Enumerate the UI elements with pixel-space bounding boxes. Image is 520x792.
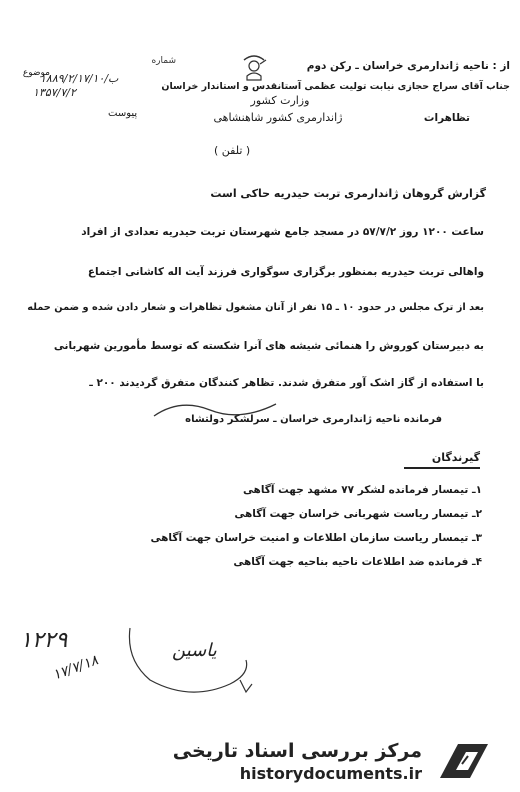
subject-value: از : ناحیه ژاندارمری خراسان ـ رکن دوم [306, 60, 510, 72]
header-number-block [26, 56, 176, 66]
report-line: ساعت ۱۲۰۰ روز ۵۷/۷/۲ در مسجد جامع شهرستان تربت حیدریه تعدادی از افراد [81, 226, 484, 238]
receiver-item: ۱ـ تیمسار فرمانده لشکر ۷۷ مشهد جهت آگاهی [242, 484, 482, 496]
report-line: با استفاده از گاز اشک آور متفرق شدند. تظاهر کنندگان متفرق گردیدند ۲۰۰ ـ [89, 377, 484, 389]
handwritten-note-center: یاسین [172, 640, 217, 661]
receiver-item: ۲ـ تیمسار ریاست شهربانی خراسان جهت آگاهی [234, 508, 482, 520]
archive-watermark [172, 738, 498, 784]
receiver-item: ۳ـ تیمسار ریاست سازمان اطلاعات و امنیت خراسان جهت آگاهی [150, 532, 482, 544]
subject-label: موضوع [22, 68, 50, 78]
date-value: ۱۳۵۷/۷/۲ [33, 86, 76, 99]
dept-value: تظاهرات [423, 112, 470, 124]
handwritten-note-number: ۱۲۲۹ [20, 628, 68, 653]
receivers-title-underline [404, 467, 480, 469]
receivers-title: گیرندگان [431, 451, 480, 464]
report-line: به دبیرستان کوروش را هنمائی شیشه های آنرا شکسته که توسط مأمورین شهربانی [53, 340, 484, 352]
signature-line: فرمانده ناحیه ژاندارمری خراسان ـ سرلشکر دولتشاه [185, 414, 442, 425]
attachment-label: پیوست [108, 108, 138, 119]
ministry-name: وزارت کشور [250, 94, 310, 107]
lion-and-sun-emblem-icon [238, 50, 270, 84]
archive-logo-icon [436, 738, 492, 784]
number-label: شماره [151, 56, 176, 66]
receiver-item: ۴ـ فرمانده ضد اطلاعات ناحیه بناحیه جهت آگاهی [233, 556, 482, 568]
report-title: گزارش گروهان ژاندارمری تربت حیدریه حاکی است [210, 187, 486, 200]
number-value: ۱۸۸۹/۲/۱۷/ب/۱۰ [40, 72, 119, 85]
handwritten-loop-icon [120, 620, 260, 700]
archive-title: مرکز بررسی اسناد تاریخی [172, 740, 422, 762]
report-line: بعد از ترک مجلس در حدود ۱۰ ـ ۱۵ نفر از آنان مشغول تظاهرات و شعار دادن شده و ضمن حمله [27, 302, 484, 313]
archive-url: historydocuments.ir [239, 764, 422, 783]
organization-name: ژاندارمری کشور شاهنشاهی [213, 111, 343, 124]
signature-scribble-icon [150, 396, 280, 426]
handwritten-note-date: ۱۷/۷/۱۸ [50, 652, 101, 684]
phone-label: ( تلفن ) [214, 144, 251, 157]
report-line: واهالی تربت حیدریه بمنظور برگزاری سوگواری فرزند آیت اله کاشانی اجتماع [87, 266, 484, 278]
to-value: جناب آقای سراج حجازی نیابت تولیت عظمی آستانقدس و استاندار خراسان [161, 81, 510, 92]
